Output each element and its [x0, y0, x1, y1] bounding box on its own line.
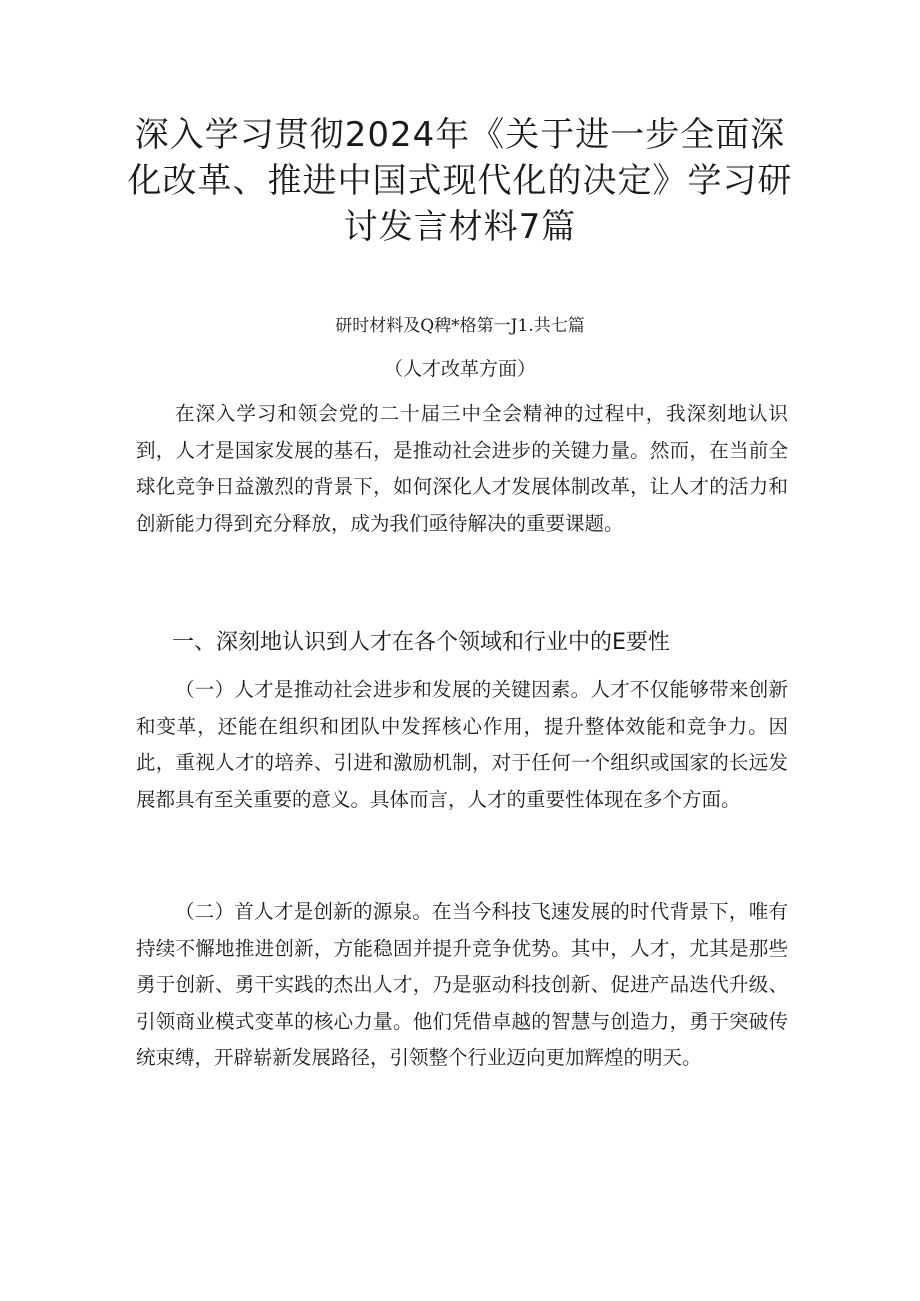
title-line-3: 讨发言材料7篇 [343, 207, 577, 247]
paragraph-2: （二）首人才是创新的源泉。在当今科技飞速发展的时代背景下，唯有持续不懈地推进创新，方能稳固并提升竞争优势。其中，人才，尤其是那些勇于创新、勇干实践的杰出人才，乃是驱动科技创新、促进产品迭代升级、引领商业模式变革的核心力量。他们凭借卓越的智慧与创造力，勇于突破传统束缚，开辟崭新发展路径，引领整个行业迈向更加辉煌的明天。 [136, 900, 788, 1069]
document-subtitle: 研时材料及Q稗*格第一J1.共七篇 [335, 316, 585, 336]
title-line-1: 深入学习贯彻2024年《关于进一步全面深 [134, 115, 786, 155]
document-title [120, 112, 800, 250]
title-line-2: 化改革、推进中国式现代化的决定》学习研 [127, 161, 793, 201]
section-tag: （人才改革方面） [383, 358, 536, 380]
section-heading-1: 一、深刻地认识到人才在各个领域和行业中的E要性 [172, 630, 670, 655]
paragraph-1: （一）人才是推动社会进步和发展的关键因素。人才不仅能够带来创新和变革，还能在组织和团队中发挥核心作用，提升整体效能和竞争力。因此，重视人才的培养、引进和激励机制，对于任何一个组织或国家的长远发展都具有至关重要的意义。具体而言，人才的重要性体现在多个方面。 [136, 678, 788, 811]
intro-paragraph: 在深入学习和领会党的二十届三中全会精神的过程中，我深刻地认识到，人才是国家发展的基石，是推动社会进步的关键力量。然而，在当前全球化竞争日益激烈的背景下，如何深化人才发展体制改革，让人才的活力和创新能力得到充分释放，成为我们亟待解决的重要课题。 [136, 402, 788, 535]
